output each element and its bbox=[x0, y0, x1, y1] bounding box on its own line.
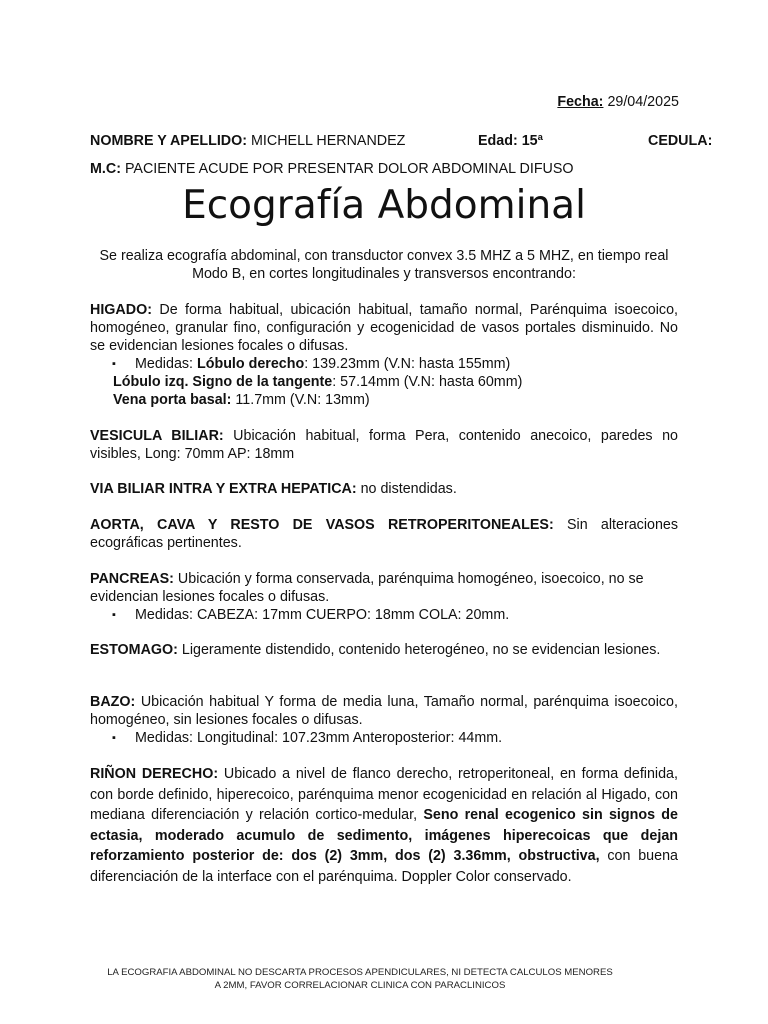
footer-line-1: LA ECOGRAFIA ABDOMINAL NO DESCARTA PROCESOS APENDICULARES, NI DETECTA CALCULOS MENORES bbox=[107, 967, 613, 978]
patient-info-row bbox=[90, 132, 715, 150]
higado-label: HIGADO: bbox=[90, 302, 152, 318]
section-pancreas bbox=[90, 570, 678, 624]
section-higado bbox=[90, 301, 678, 409]
report-title: Ecografía Abdominal bbox=[182, 183, 586, 228]
higado-measure-3: Vena porta basal: 11.7mm (V.N: 13mm) bbox=[113, 392, 370, 408]
disclaimer-footer bbox=[90, 966, 630, 992]
vesicula-label: VESICULA BILIAR: bbox=[90, 428, 224, 444]
section-via-biliar bbox=[90, 480, 678, 498]
estomago-text: Ligeramente distendido, contenido heterogéneo, no se evidencian lesiones. bbox=[181, 642, 661, 658]
footer-line-2: A 2MM, FAVOR CORRELACIONAR CLINICA CON PARACLINICOS bbox=[214, 980, 506, 991]
rinon-text-1: Ubicado a nivel de flanco derecho, retroperitoneal, en forma definida, con borde definido, hiperecoico, parénquima menor ecogenicidad en relación al Higado, con mediana diferenciación y relación cortico-medular, bbox=[90, 766, 678, 823]
mc-value: PACIENTE ACUDE POR PRESENTAR DOLOR ABDOMINAL DIFUSO bbox=[124, 161, 574, 177]
intro-paragraph: Se realiza ecografía abdominal, con transductor convex 3.5 MHZ a 5 MHZ, en tiempo real Modo B, en cortes longitudinales y transversos encontrando: bbox=[99, 248, 669, 282]
patient-name bbox=[90, 133, 405, 149]
pancreas-text: Ubicación y forma conservada, parénquima homogéneo, isoecoico, no se evidencian lesiones focales o difusas. bbox=[90, 571, 644, 605]
higado-text: De forma habitual, ubicación habitual, tamaño normal, Parénquima isoecoico, homogéneo, granular fino, configuración y ecogenicidad de vasos portales disminuido. No se evidencian lesiones focales o difusas. bbox=[90, 302, 678, 354]
section-rinon bbox=[90, 764, 678, 887]
bazo-measures: ▪ Medidas: Longitudinal: 107.23mm Anteroposterior: 44mm. bbox=[90, 729, 678, 747]
chief-complaint bbox=[90, 160, 574, 178]
date-label: Fecha: bbox=[557, 94, 604, 110]
via-biliar-text: no distendidas. bbox=[360, 481, 457, 497]
name-value: MICHELL HERNANDEZ bbox=[251, 133, 406, 149]
higado-measure-2: Lóbulo izq. Signo de la tangente: 57.14mm (V.N: hasta 60mm) bbox=[113, 374, 523, 390]
id-label: CEDULA: bbox=[648, 133, 713, 149]
age-value: 15ª bbox=[521, 133, 543, 149]
pancreas-label: PANCREAS: bbox=[90, 571, 174, 587]
higado-measure-1: ▪ Medidas: Lóbulo derecho: 139.23mm (V.N: hasta 155mm) bbox=[90, 355, 678, 373]
pancreas-measures: ▪ Medidas: CABEZA: 17mm CUERPO: 18mm COLA: 20mm. bbox=[90, 606, 678, 624]
via-biliar-label: VIA BILIAR INTRA Y EXTRA HEPATICA: bbox=[90, 481, 357, 497]
bazo-text: Ubicación habitual Y forma de media luna, Tamaño normal, parénquima isoecoico, homogéneo, sin lesiones focales o difusas. bbox=[90, 694, 678, 728]
section-aorta bbox=[90, 516, 678, 552]
date-value: 29/04/2025 bbox=[607, 94, 679, 110]
vesicula-text: Ubicación habitual, forma Pera, contenido anecoico, paredes no visibles, Long: 70mm AP: 18mm bbox=[90, 428, 678, 462]
section-estomago bbox=[90, 641, 678, 659]
aorta-text: Sin alteraciones ecográficas pertinentes. bbox=[90, 517, 679, 551]
rinon-findings: Seno renal ecogenico sin signos de ectasia, moderado acumulo de sedimento, imágenes hiperecoicas que dejan reforzamiento posterior de: dos (2) 3mm, dos (2) 3.36mm, obstructiva, bbox=[90, 807, 678, 864]
mc-label: M.C: bbox=[90, 161, 121, 177]
name-label: NOMBRE Y APELLIDO: bbox=[90, 133, 248, 149]
rinon-text-2: con buena diferenciación de la interface con el parénquima. Doppler Color conservado. bbox=[90, 848, 678, 885]
patient-id bbox=[648, 132, 712, 150]
section-vesicula bbox=[90, 427, 678, 463]
rinon-label: RIÑON DERECHO: bbox=[90, 766, 219, 782]
section-bazo bbox=[90, 693, 678, 747]
report-date bbox=[557, 93, 679, 111]
age-label: Edad: bbox=[478, 133, 518, 149]
estomago-label: ESTOMAGO: bbox=[90, 642, 178, 658]
bazo-label: BAZO: bbox=[90, 694, 136, 710]
patient-age bbox=[478, 132, 543, 150]
aorta-label: AORTA, CAVA Y RESTO DE VASOS RETROPERITONEALES: bbox=[90, 517, 554, 533]
